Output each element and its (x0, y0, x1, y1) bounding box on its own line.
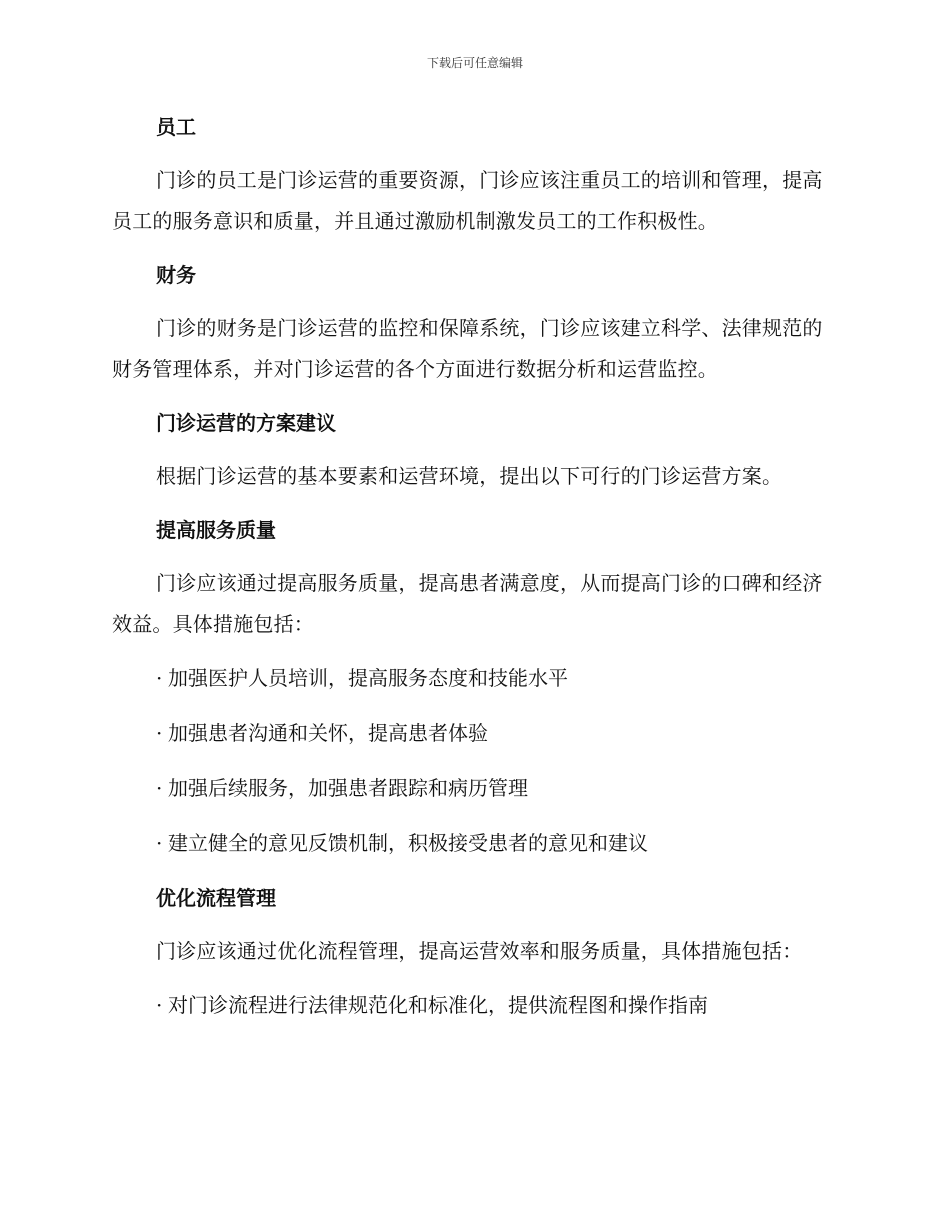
bullet-marker: · (156, 666, 163, 690)
section-heading-process: 优化流程管理 (156, 886, 276, 910)
document-body (112, 106, 832, 1039)
list-item-text: 加强患者沟通和关怀，提高患者体验 (168, 721, 488, 745)
paragraph-process: 门诊应该通过优化流程管理，提高运营效率和服务质量，具体措施包括： (156, 939, 803, 963)
bullet-marker: · (156, 831, 163, 855)
paragraph-proposal: 根据门诊运营的基本要素和运营环境，提出以下可行的门诊运营方案。 (156, 464, 783, 488)
list-item-text: 加强后续服务，加强患者跟踪和病历管理 (168, 776, 528, 800)
list-item (112, 822, 832, 864)
list-item (112, 657, 832, 699)
section-heading-staff: 员工 (156, 115, 196, 139)
bullet-marker: · (156, 776, 163, 800)
section-heading-finance: 财务 (156, 263, 196, 287)
page-header: 下载后可任意编辑 (426, 56, 523, 70)
section-heading-proposal: 门诊运营的方案建议 (156, 411, 336, 435)
list-item-text: 对门诊流程进行法律规范化和标准化，提供流程图和操作指南 (168, 993, 708, 1017)
list-item (112, 984, 832, 1026)
bullet-marker: · (156, 721, 163, 745)
list-item (112, 712, 832, 754)
list-item (112, 767, 832, 809)
paragraph-finance: 门诊的财务是门诊运营的监控和保障系统，门诊应该建立科学、法律规范的财务管理体系，并对门诊运营的各个方面进行数据分析和运营监控。 (112, 316, 823, 381)
section-heading-service-quality: 提高服务质量 (156, 518, 276, 542)
bullet-marker: · (156, 993, 163, 1017)
list-item-text: 建立健全的意见反馈机制，积极接受患者的意见和建议 (168, 831, 648, 855)
paragraph-staff: 门诊的员工是门诊运营的重要资源，门诊应该注重员工的培训和管理，提高员工的服务意识和质量，并且通过激励机制激发员工的工作积极性。 (112, 168, 823, 233)
paragraph-service-quality: 门诊应该通过提高服务质量，提高患者满意度，从而提高门诊的口碑和经济效益。具体措施包括： (112, 571, 823, 636)
list-item-text: 加强医护人员培训，提高服务态度和技能水平 (168, 666, 568, 690)
